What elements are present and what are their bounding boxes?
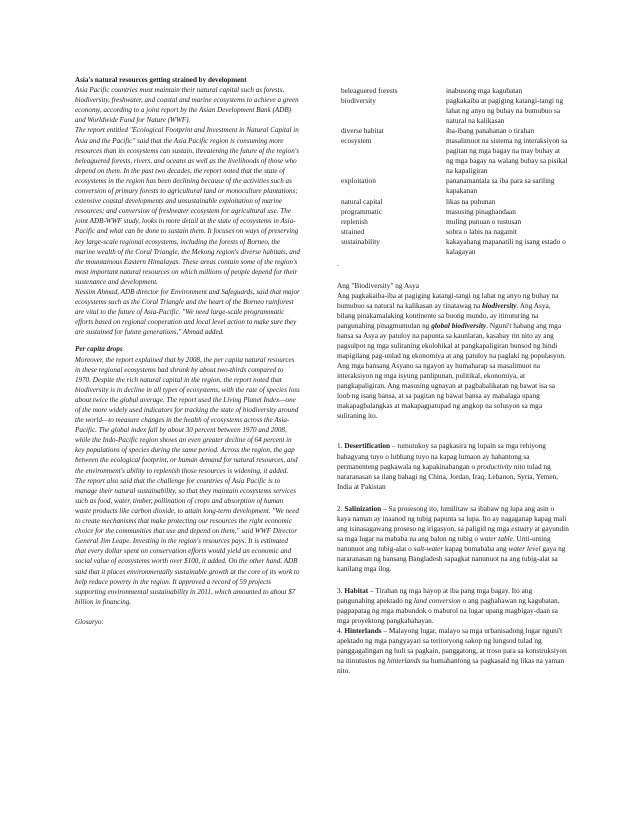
glossary-tagalog-definition: likas na puhunan: [446, 196, 496, 206]
term-salinization: 2. Salinization – Sa prosesong ito, lumilitaw sa ibabaw ng lupa ang asin o kaya naman ay inaanod ng tubig papunta sa lupa. Ito ay nagaganap kapag mali ang isinasagawang proseso ng irigasyon, sa paligid ng mga estuary at gayundin sa mga lugar na mababa na ang balon ng tubig o water table. Unti-unting nanunuot ang tubig-alat o salt-water kapag bumababa ang water level gaya ng nararanasan ng bansang Bangladesh sapagkat nanunuot na ang tubig-alat sa kanilang mga ilog.: [337, 503, 569, 573]
article-paragraph-2: The report entitled "Ecological Footprint and Investment in Natural Capital in Asia and the Pacific" said that the Asia Pacific region is consuming more resources than its ecosystems can sustain, threatening the future of the region's beleaguered forests, rivers, and oceans as well as the livelihoods of those who depend on them. In the past two decades, the report noted that the state of ecosystems in the region has been declining because of the activities such as conversion of primary forests to agricultural land or monoculture plantations; extensive coastal developments and unsustainable exploitation of marine resources; and conversion of freshwater ecosystem for agricultural use. The joint ADB-WWF study, looks in more detail at the state of ecosystems in Asia-Pacific and what can be done to sustain them. It focuses on ways of preserving key large-scale regional ecosystems, including the forests of Borneo, the marine wealth of the Coral Triangle, the Mekong region's diverse habitats, and the mountainous Eastern Himalayas. These areas contain some of the region's most important natural resources on which millions of people depend for their sustenance and development.: [75, 126, 300, 286]
glossary-english-term: ecosystem: [341, 136, 372, 146]
article-subheading: Per capita drops: [75, 345, 123, 354]
glossary-tagalog-definition: inabusong mga kagubatan: [446, 86, 523, 95]
glossary-english-term: strained: [341, 226, 365, 236]
glossary-row: [337, 136, 569, 176]
glossary-english-term: beleaguered forests: [341, 86, 398, 95]
glossary-row: [337, 217, 569, 227]
glossary-row: [337, 176, 569, 196]
article-paragraph-3: Nessim Ahmad, ADB director for Environment and Safeguards, said that major ecosystems such as the Coral Triangle and the heart of the Borneo rainforest are vital to the future of Asia-Pacific. "We need large-scale programmatic efforts based on regional cooperation and local level action to make sure they are sustained for future generations," Ahmad added.: [75, 287, 300, 337]
glossary-tagalog-definition: kakayahang mapanatili ng isang estado o kalagayan: [446, 236, 566, 256]
tagalog-column: [337, 86, 569, 676]
glossary-table: [337, 86, 569, 257]
glossary-english-term: replenish: [341, 216, 368, 226]
glossary-label: Glosaryo:: [75, 617, 104, 626]
biodiversity-heading: Ang "Biodiversity" ng Asya: [337, 280, 419, 290]
glossary-english-term: sustainability: [341, 236, 380, 246]
glossary-english-term: diverse habitat: [341, 126, 384, 136]
glossary-tagalog-definition: pagkakaiba at pagiging katangi-tangi ng lahat ng anyo ng buhay na bumubuo sa natural na kalikasan: [446, 96, 564, 126]
glossary-row: [337, 96, 569, 126]
glossary-row: [337, 207, 569, 217]
term-hinterlands: 4. Hinterlands – Malayong lugar, malayo sa mga urbanisadong lugar nguni't apektado ng mga pangyayari sa teritoryong sakop ng lungsod tulad ng panggagalingan ng huli sa pagkain, panggatong, at troso para sa konstruksiyon na itinutustos ng hinterlands na humahantong sa pagkasaid ng likas na yaman nito.: [337, 626, 567, 676]
article-paragraph-1: Asia Pacific countries must maintain their natural capital such as forests, biodiversity, freshwater, and coastal and marine ecosystems to achieve a green economy, according to a joint report by the Asian Development Bank (ADB) and Worldwide Fund for Nature (WWF).: [75, 86, 299, 125]
article-title: Asia's natural resources getting strained by development: [75, 76, 247, 84]
article-paragraph-4: Moreover, the report explained that by 2008, the per capita natural resources in these regional ecosystems had shrunk by about two-thirds compared to 1970. Despite the rich natural capital in the region, the report noted that biodiversity is in decline in all types of ecosystems, with the rate of species loss about twice the global average. The report used the Living Planet Index—one of the more widely used indicators for tracking the state of biodiversity around the world—to measure changes in the health of ecosystems across the Asia-Pacific. The global index fall by about 30 percent between 1970 and 2008, while the Indo-Pacific region shows an even greater decline of 64 percent in key populations of species during the same period. Across the region, the gap between the ecological footprint, or human demand for natural resources, and the environment's ability to replenish those resources is widening, it added. The report also said that the challenge for countries of Asia Pacific is to manage their natural sustainability, so that they maintain ecosystems services such as food, water, timber, pollination of crops and absorption of human waste products like carbon dioxide, to attain long-term development. "We need to create mechanisms that make protecting our resources the right economic choice for the communities that use and depend on them," said WWF Director General Jim Leape. Investing in the region's resources pays. It is estimated that every dollar spent on conservation efforts would yield an economic and social value of ecosystems worth over $100, it added. On the other hand, ADB said that it places environmentally sustainable growth at the core of its work to help reduce poverty in the region. It approved a record of 59 projects supporting environmental sustainability in 2011, which amounted to about $7 billion in financing.: [75, 355, 300, 606]
glossary-english-term: biodiversity: [341, 96, 376, 106]
glossary-row: [337, 86, 569, 96]
term-desertification: 1. Desertification – tumutukoy sa pagkasira ng lupain sa mga rehiyong bahagyang tuyo o lubhang tuyo na kapag lumaon ay hahantong sa permanenteng pagkawala ng kapakinabangan o productivity nito tulad ng nararanasan sa ilang bahagi ng China, Jordan, Iraq, Lebanon, Syria, Yemen, India at Pakistan: [337, 441, 559, 491]
glossary-tagalog-definition: masusing pinaghandaan: [446, 206, 516, 216]
glossary-tagalog-definition: sobra o labis na nagamit: [446, 226, 517, 236]
glossary-english-term: programmatic: [341, 206, 382, 216]
glossary-row: [337, 237, 569, 257]
glossary-tagalog-definition: masalimuot na sistema ng interaksiyon sa pagitan ng mga bagay na may buhay at ng mga bagay na walang buhay sa pisikal na kapaligiran: [446, 136, 568, 176]
stray-dot: .: [337, 258, 339, 268]
glossary-row: [337, 126, 569, 136]
biodiversity-paragraph: Ang pagkakaiba-iba at pagiging katangi-tangi ng lahat ng anyo ng buhay na bumubuo sa natural na kalikasan ay tinatawag na biodiversity. Ang Asya, bilang pinakamalaking kontinente sa buong mundo, ay itinuturing na pangunahing pinagmumulan ng global biodiversity. Nguni't habang ang mga bansa sa Asya ay patuloy na papunta sa kaunlaran, kasabay rin nito ay ang pagsulpot ng mga suliraning ekolohikal at pangkapaligiran bunsod ng hindi mapigilang pag-unlad ng ekonomiya at ang patuloy na paglaki ng populasyon. Ang mga bansang Asyano sa ngayon ay humaharap sa masalimuot na interaksiyon ng mga isyung panlipunan, pulitikal, ekonomiya, at pangkapaligiran. Ang masusing ugnayan at pagbabalikatan ng bawat isa sa loob ng isang bansa, at sa pagitan ng bawat bansa ay mahalaga upang makapagbalangkas at makapagpatupad ng angkop na solusyon sa mga suliraning ito.: [337, 290, 566, 421]
glossary-tagalog-definition: muling punuan o tustusan: [446, 216, 522, 226]
glossary-tagalog-definition: pananamantala sa iba para sa sariling kapakanan: [446, 176, 555, 196]
glossary-english-term: exploitation: [341, 176, 376, 186]
glossary-row: [337, 227, 569, 237]
glossary-tagalog-definition: iba-ibang panahanan o tirahan: [446, 126, 535, 136]
glossary-row: [337, 197, 569, 207]
english-article: [75, 75, 300, 627]
term-habitat: 3. Habitat – Tirahan ng mga hayop at iba pang mga bagay. Ito ang pangunahing apektado ng land conversion o ang paghahawan ng kagubatan, pagpapatag ng mga mabundok o maburol na lugar upang magbigay-daan sa mga proyektong pangkabahayan.: [337, 586, 560, 626]
glossary-english-term: natural capital: [341, 196, 383, 206]
